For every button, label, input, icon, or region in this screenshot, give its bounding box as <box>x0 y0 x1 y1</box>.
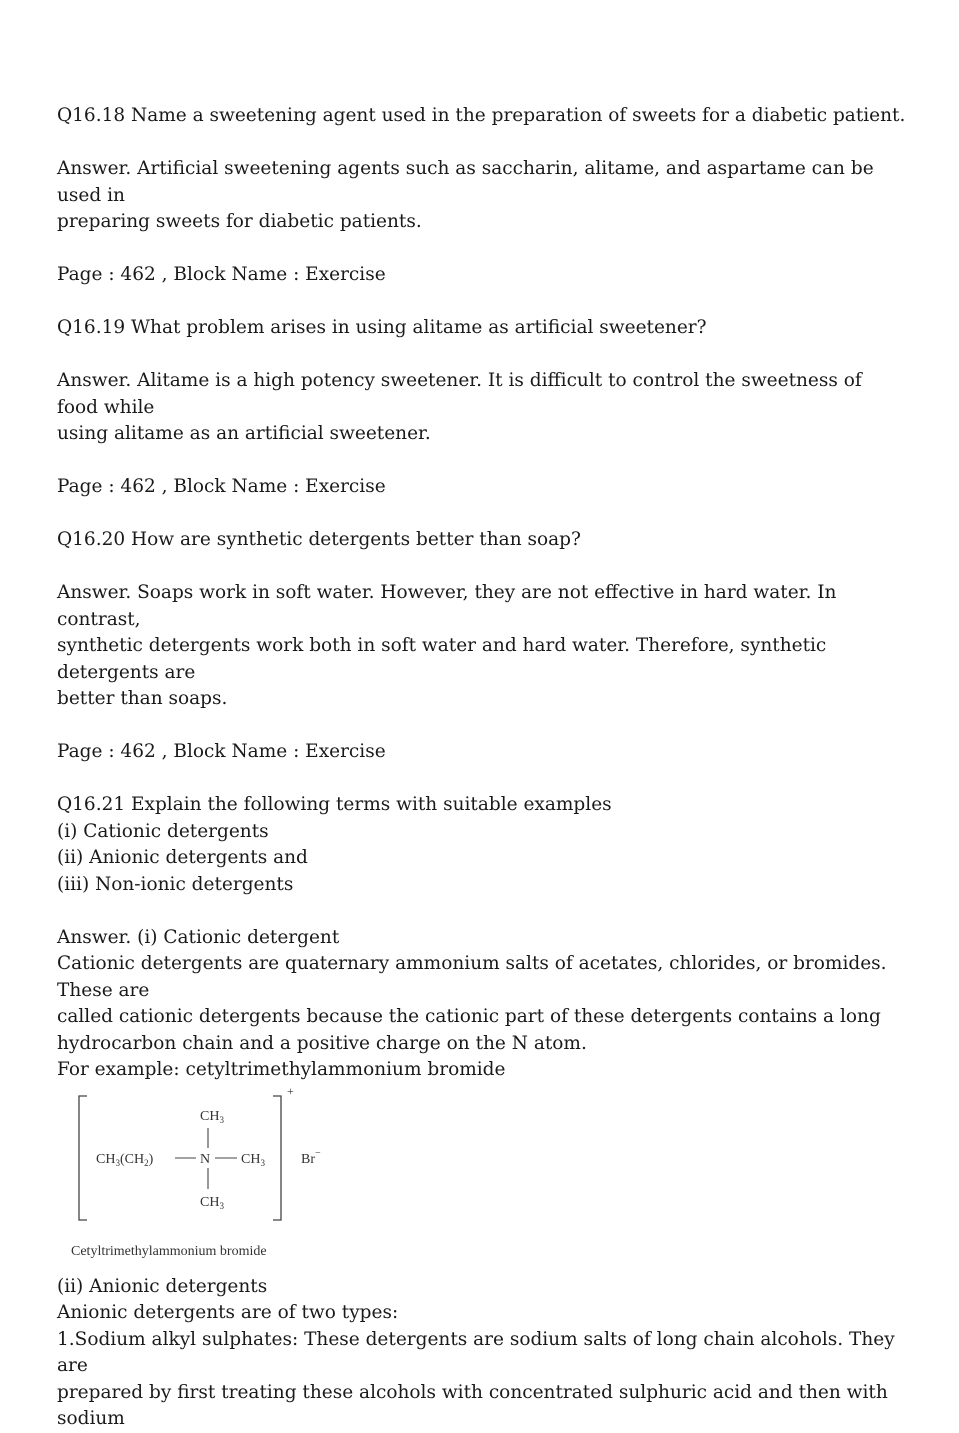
answer-heading: (ii) Anionic detergents <box>57 1275 268 1297</box>
answer-16-21-cationic <box>57 925 907 1084</box>
answer-line: Answer. Alitame is a high potency sweetener. It is difficult to control the sweetness of food while <box>57 370 862 418</box>
answer-16-20 <box>57 580 907 713</box>
page-reference: Page : 462 , Block Name : Exercise <box>57 264 386 285</box>
cation-charge: + <box>287 1087 294 1098</box>
question-16-19: Q16.19 What problem arises in using alitame as artificial sweetener? <box>57 317 707 338</box>
top-methyl-group: $CH_3$ <box>200 1108 224 1125</box>
document-page <box>57 103 907 1433</box>
answer-heading: Answer. (i) Cationic detergent <box>57 926 340 948</box>
answer-line: prepared by first treating these alcohols with concentrated sulphuric acid and then with sodium <box>57 1381 888 1429</box>
right-bracket <box>273 1096 281 1220</box>
answer-16-21-anionic <box>57 1274 907 1433</box>
left-bracket <box>79 1096 87 1220</box>
question-line: Q16.21 Explain the following terms with suitable examples <box>57 794 612 815</box>
nitrogen-atom: N <box>200 1151 211 1167</box>
answer-line: Anionic detergents are of two types: <box>57 1302 399 1323</box>
formula-caption: Cetyltrimethylammonium bromide <box>71 1243 267 1259</box>
question-16-20: Q16.20 How are synthetic detergents better than soap? <box>57 529 581 550</box>
answer-line: better than soaps. <box>57 688 228 709</box>
question-16-18: Q16.18 Name a sweetening agent used in the preparation of sweets for a diabetic patient. <box>57 105 906 126</box>
answer-line: using alitame as an artificial sweetener. <box>57 423 431 444</box>
question-item: (iii) Non-ionic detergents <box>57 873 294 895</box>
bottom-methyl-group: $CH_3$ <box>200 1194 224 1211</box>
answer-line: called cationic detergents because the cationic part of these detergents contains a long <box>57 1006 881 1027</box>
answer-line: Answer. Soaps work in soft water. However, they are not effective in hard water. In contrast, <box>57 582 837 630</box>
answer-line: 1.Sodium alkyl sulphates: These detergents are sodium salts of long chain alcohols. They are <box>57 1328 895 1376</box>
answer-line: Answer. Artificial sweetening agents such as saccharin, alitame, and aspartame can be used in <box>57 158 874 206</box>
question-item: (i) Cationic detergents <box>57 820 269 842</box>
answer-16-18 <box>57 156 907 236</box>
example-line: For example: cetyltrimethylammonium bromide <box>57 1059 506 1080</box>
answer-line: hydrocarbon chain and a positive charge on the N atom. <box>57 1032 587 1054</box>
page-reference: Page : 462 , Block Name : Exercise <box>57 476 386 497</box>
structural-formula-figure <box>65 1088 335 1268</box>
page-reference: Page : 462 , Block Name : Exercise <box>57 741 386 762</box>
cetyltrimethylammonium-bromide-structure <box>65 1088 335 1268</box>
question-16-21 <box>57 792 907 898</box>
answer-line: preparing sweets for diabetic patients. <box>57 211 422 232</box>
answer-16-19 <box>57 368 907 448</box>
answer-line: Cationic detergents are quaternary ammonium salts of acetates, chlorides, or bromides. These are <box>57 953 887 1001</box>
question-item: (ii) Anionic detergents and <box>57 847 308 868</box>
answer-line: synthetic detergents work both in soft water and hard water. Therefore, synthetic detergents are <box>57 635 827 683</box>
right-methyl-group: $CH_3$ <box>241 1151 265 1168</box>
bromide-anion: Br− <box>301 1147 321 1167</box>
alkyl-chain: $CH_3(CH_2)$ <box>96 1151 154 1168</box>
